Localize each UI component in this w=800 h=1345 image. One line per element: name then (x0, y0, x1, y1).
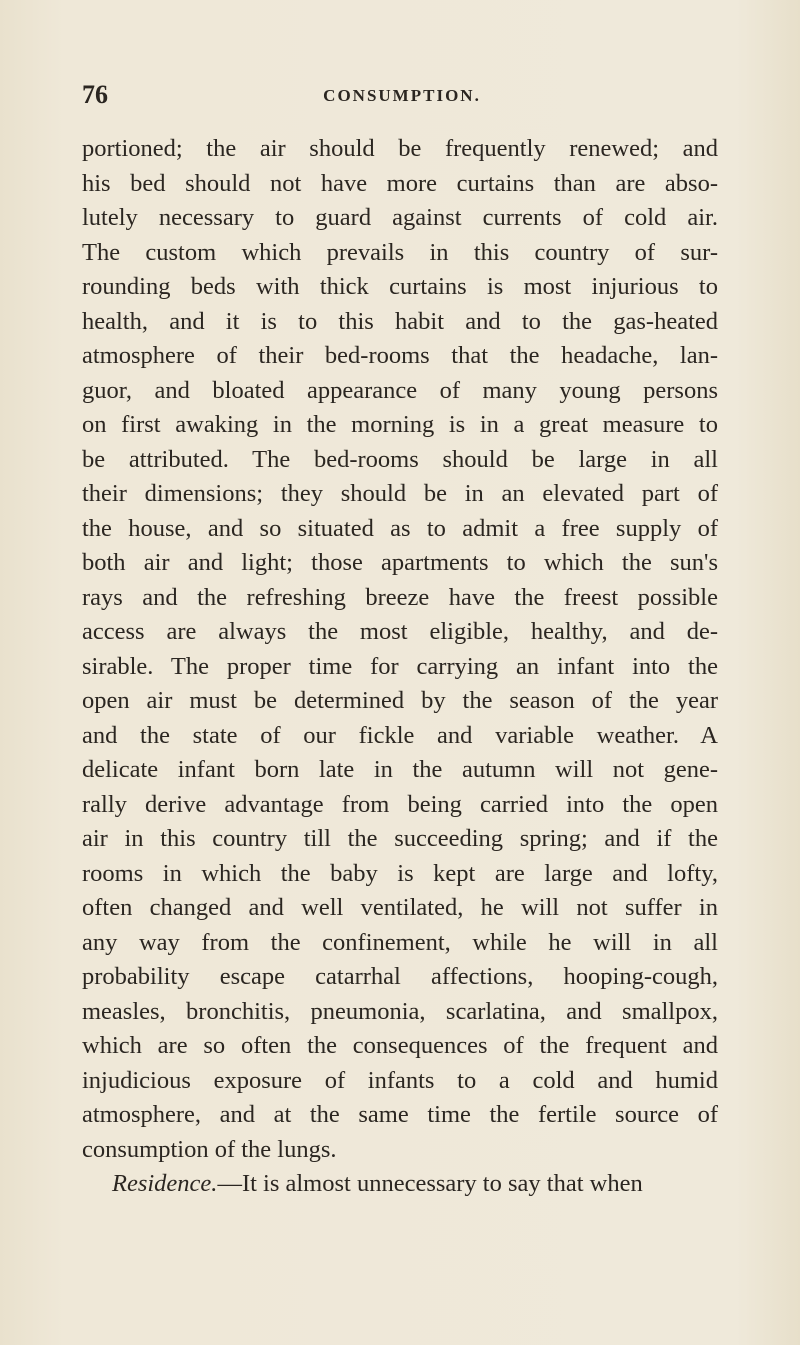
text-line: rays and the refreshing breeze have the freest possible (82, 583, 718, 611)
text-line: injudicious exposure of infants to a cold and humid (82, 1066, 718, 1094)
text-line: and the state of our fickle and variable weather. A (82, 721, 718, 749)
text-line: which are so often the consequences of the frequent and (82, 1032, 718, 1059)
section-paragraph-text: —It is almost unnecessary to say that when (217, 1170, 643, 1197)
text-line: atmosphere, and at the same time the fertile source of (82, 1101, 718, 1128)
text-line: consumption of the lungs. (82, 1135, 337, 1163)
running-title: CONSUMPTION. (323, 86, 481, 105)
text-line: delicate infant born late in the autumn will not gene- (82, 756, 718, 783)
text-line: health, and it is to this habit and to the gas-heated (82, 307, 718, 335)
text-line: often changed and well ventilated, he will not suffer in (82, 894, 718, 921)
text-line: atmosphere of their bed-rooms that the headache, lan- (82, 342, 718, 369)
text-line: open air must be determined by the season of the year (82, 687, 718, 714)
text-line: lutely necessary to guard against currents of cold air. (82, 204, 718, 231)
text-line: rounding beds with thick curtains is most injurious to (82, 273, 718, 300)
section-paragraph (82, 1167, 718, 1202)
text-line: portioned; the air should be frequently renewed; and (82, 135, 718, 162)
text-line: sirable. The proper time for carrying an infant into the (82, 652, 718, 680)
text-line: rally derive advantage from being carried into the open (82, 790, 718, 818)
text-line: their dimensions; they should be in an elevated part of (82, 480, 718, 507)
text-line: rooms in which the baby is kept are large and lofty, (82, 859, 718, 887)
text-line: guor, and bloated appearance of many young persons (82, 376, 718, 404)
text-line: The custom which prevails in this country of sur- (82, 238, 718, 266)
section-heading-residence: Residence. (112, 1170, 218, 1197)
text-line: on first awaking in the morning is in a great measure to (82, 411, 718, 438)
text-line: probability escape catarrhal affections, hooping-cough, (82, 963, 718, 990)
text-line: measles, bronchitis, pneumonia, scarlatina, and smallpox, (82, 997, 718, 1025)
body-text (82, 132, 718, 1202)
page-number: 76 (82, 80, 108, 109)
page-header (82, 80, 722, 110)
text-line: be attributed. The bed-rooms should be large in all (82, 445, 718, 473)
text-line: his bed should not have more curtains than are abso- (82, 169, 718, 197)
text-line: any way from the confinement, while he will in all (82, 928, 718, 956)
text-line: both air and light; those apartments to which the sun's (82, 549, 718, 576)
text-line: access are always the most eligible, healthy, and de- (82, 618, 718, 645)
text-line: the house, and so situated as to admit a free supply of (82, 514, 718, 542)
text-line: air in this country till the succeeding spring; and if the (82, 825, 718, 852)
